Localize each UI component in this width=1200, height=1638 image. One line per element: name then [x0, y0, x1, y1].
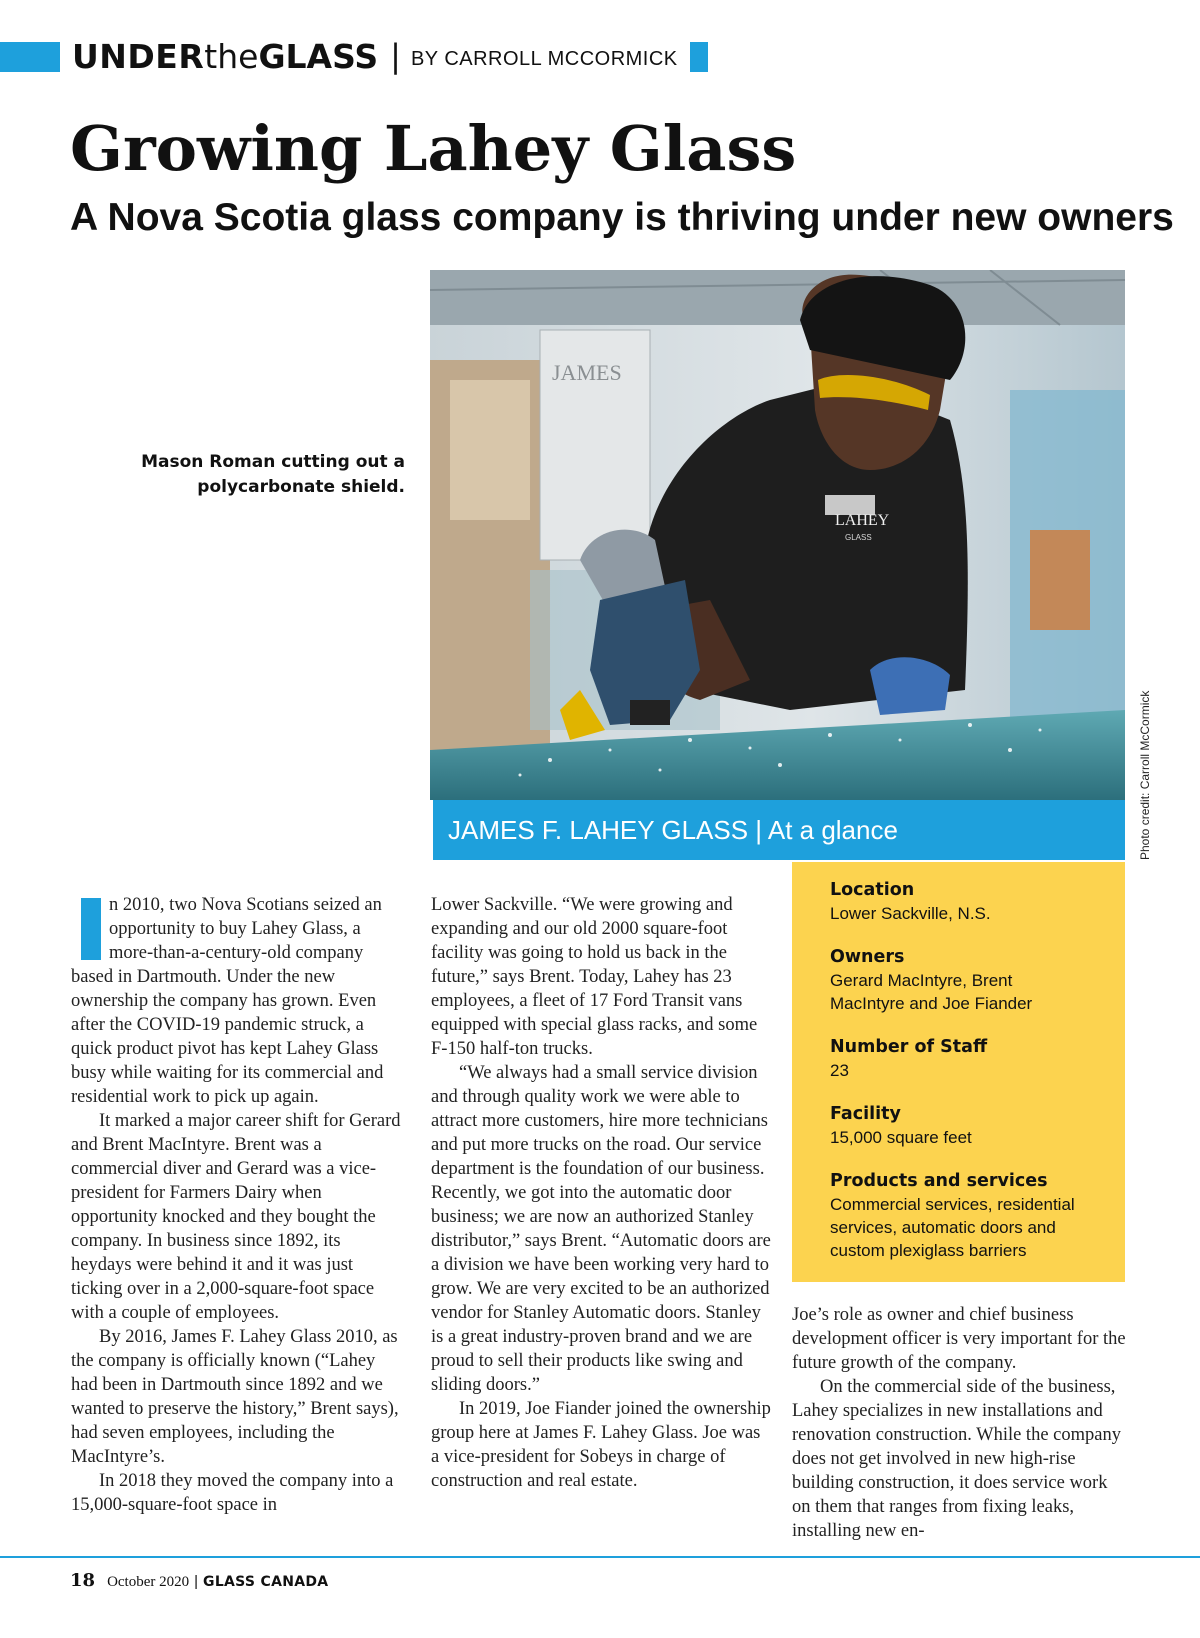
window-sign-text: JAMES	[552, 360, 622, 385]
kicker-under: UNDER	[72, 36, 205, 76]
glance-label: Location	[830, 880, 915, 900]
glance-item-owners	[830, 945, 1125, 1015]
glance-label: Products and services	[830, 1171, 1048, 1191]
body-paragraph: In 2018 they moved the company into a 15,000-square-foot space in	[71, 1471, 394, 1515]
body-paragraph: It marked a major career shift for Gerard and Brent MacIntyre. Brent was a commercial diver and Gerard was a vice-president for Farmers Dairy when opportunity knocked and they bought the company. In business since 1892, its heydays were behind it and it was just ticking over in a 2,000-square-foot space with a couple of employees.	[71, 1111, 401, 1323]
glance-value: Lower Sackville, N.S.	[830, 904, 991, 923]
glance-box	[792, 862, 1125, 1282]
glance-label: Facility	[830, 1104, 901, 1124]
glance-value: 23	[830, 1061, 849, 1080]
body-column-3	[792, 1303, 1127, 1543]
issue-date: October 2020	[107, 1574, 190, 1590]
glance-label: Owners	[830, 947, 905, 967]
glance-item-staff	[830, 1035, 1125, 1082]
glance-value: Gerard MacIntyre, Brent MacIntyre and Joe Fiander	[830, 971, 1033, 1013]
footer-divider	[0, 1556, 1200, 1558]
body-paragraph	[71, 893, 401, 1109]
paragraph-text: n 2010, two Nova Scotians seized an opportunity to buy Lahey Glass, a more-than-a-century-old company based in Dartmouth. Under the new ownership the company has grown. Even after the COVID-19 pandemic struck, a quick product pivot has kept Lahey Glass busy while waiting for its commercial and residential work to pick up again.	[71, 895, 384, 1107]
section-header	[72, 34, 678, 78]
shirt-logo-text: LAHEY	[835, 512, 890, 529]
article-subtitle: A Nova Scotia glass company is thriving under new owners	[70, 196, 1174, 239]
body-paragraph: By 2016, James F. Lahey Glass 2010, as the company is officially known (“Lahey had been in Dartmouth since 1892 and we wanted to preserve the history,” Brent says), had seven employees, including the MacIntyre’s.	[71, 1327, 399, 1467]
header-accent-left	[0, 42, 60, 72]
shirt-logo-subtext: GLASS	[845, 533, 872, 542]
byline: BY CARROLL MCCORMICK	[410, 47, 678, 70]
article-title: Growing Lahey Glass	[70, 112, 797, 185]
glance-item-location	[830, 878, 1125, 925]
article-photo	[430, 270, 1125, 800]
glance-item-facility	[830, 1102, 1125, 1149]
header-separator: |	[390, 37, 401, 75]
body-paragraph: In 2019, Joe Fiander joined the ownership group here at James F. Lahey Glass. Joe was a vice-president for Sobeys in charge of construction and real estate.	[431, 1399, 771, 1491]
kicker-glass: GLASS	[258, 36, 379, 76]
page-number: 18	[70, 1570, 96, 1591]
glance-item-products	[830, 1169, 1125, 1262]
footer-separator: |	[194, 1573, 199, 1590]
publication-name: GLASS CANADA	[203, 1574, 329, 1590]
kicker-the: the	[204, 36, 259, 76]
glance-value: 15,000 square feet	[830, 1128, 972, 1147]
worker-cutting-photo	[430, 270, 1125, 800]
glance-value: Commercial services, residential services, automatic doors and custom plexiglass barriers	[830, 1195, 1075, 1260]
glance-label: Number of Staff	[830, 1037, 988, 1057]
body-paragraph: Lower Sackville. “We were growing and expanding and our old 2000 square-foot facility was going to hold us back in the future,” says Brent. Today, Lahey has 23 employees, a fleet of 17 Ford Transit vans equipped with special glass racks, and some F-150 half-ton trucks.	[431, 895, 758, 1059]
body-paragraph: On the commercial side of the business, Lahey specializes in new installations and renovation construction. While the company does not get involved in new high-rise building construction, it does service work on them that ranges from fixing leaks, installing new en-	[792, 1377, 1121, 1541]
photo-caption: Mason Roman cutting out a polycarbonate shield.	[141, 452, 405, 497]
body-column-2	[431, 893, 771, 1493]
dropcap: I	[81, 898, 101, 960]
header-accent-right	[690, 42, 708, 72]
page-footer	[70, 1570, 328, 1591]
body-paragraph: Joe’s role as owner and chief business development officer is very important for the future growth of the company.	[792, 1305, 1126, 1373]
body-paragraph: “We always had a small service division and through quality work we were able to attract more customers, hire more technicians and put more trucks on the road. Our service department is the foundation of our business. Recently, we got into the automatic door business; we are now an authorized Stanley distributor,” says Brent. “Automatic doors are a division we have been working very hard to grow. We are very excited to be an authorized vendor for Stanley Automatic doors. Stanley is a great industry-proven brand and we are proud to sell their products like swing and sliding doors.”	[431, 1063, 771, 1395]
body-column-1	[71, 893, 401, 1517]
photo-credit: Photo credit: Carroll McCormick	[1138, 690, 1152, 860]
glance-heading: JAMES F. LAHEY GLASS | At a glance	[433, 800, 1125, 860]
